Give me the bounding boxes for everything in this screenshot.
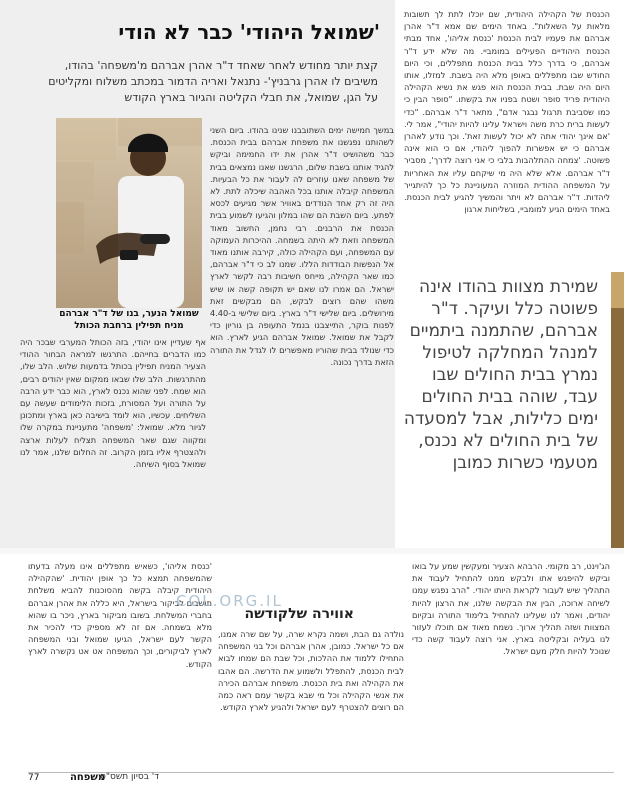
column-top-right: הכנסת של הקהילה היהודית, שם יוכלו לתת לך תשובות מלאות על השאלות". באחד הימים שם אמא ד"ר אהרן אברהם את פעמיו לבית הכנסת 'כנסת אליהו', אחד מבתי הכנסת היהודיים הפעילים במומביי. מה שלא ידע ד"ר אברהם, כי בדרך כלל בבית הכנסת מתפללים, וכי היום החודש שבו מתפללים באופן מלא היה בשבת. למזלו, אותו היום היה שבת. בבית הכנסת הוא פגש את נשיא הקהילה היהודית פריד סופר ושטח בפניו את בקשתו. "סופר הבין כי כמו שסביבת תרגול נבגר אדם", מתאר ד"ר אברהם. "כדי לעשות ברית כרת משה וישראל עלינו להיות יהודי", אמר לי. 'אם אינך יהודי אתה לא יכול לעשות זאת'. וכך נודע לאהרן אברהם כי יש אפשרות להפוך ליהודי, אם כי הוא אינה פשוטה. 'צמחה ההתלהבות בלבי כי אני רוצה לדרך', מסביר ד"ר אברהם. אלא שלא היה מי שיקחם עליו את האחריות על המשפחה ההודית המוזרה המעוניינת כל כך להיתגייר ליהדות. ד"ר אברהם לא ויתר והמשיך להגיע לבית הכנסת. באחד הימים הגיע למומביי, בשליחות ארגון: [404, 9, 610, 215]
section-divider: [0, 548, 624, 554]
article-photo: [56, 118, 202, 308]
pull-quote-accent-bar: [611, 272, 624, 548]
watermark-text: COL.ORG.IL: [176, 592, 283, 610]
photo-illustration: [56, 118, 202, 308]
column-middle-left: אף שעדיין אינו יהודי, בזה הכותל המערבי שבכר היה כמו הדברים בחייהם. התרגשו למראה הבחור ההודי הצעיר המניח תפילין בכותל בדמעות שלוש. הלב שלו, מהתרגשות. הלב שלו שבאו ממקום שאין יהודים רבים, הוא שמח. לפני שהוא נכנס לארץ, הוא כבר ידע הרבה על התורה ועל המסורת, בזכות הלימודים שעשה עם השליחים. עכשיו, הוא לומד בישיבה כאן בארץ ומתכונן לגיור מלא. שמואל: 'משפחה' מתעניינת במקרה שלו ומקווה שגם שאר המשפחה תצליח לעלות ארצה ולהצטרף אליו בזמן הקרוב. זה החלום שלנו, אמר לנו שמואל בסוף השיחה.: [20, 337, 206, 470]
article-subtitle: קצת יותר מחודש לאחר שאחד ד"ר אהרן אברהם מ'משפחה' בהודו, משיבים לו אהרן גרבניץ'- נתנאל ואריה הדמור במכתב משלוח ומקליטים על הגן, שמואל, את חבלי הקליטה והגיור בארץ הקודש: [48, 59, 378, 104]
photo-tefillin-strap: [140, 234, 170, 244]
photo-caption: שמואל הנער, בנו של ד"ר אברהם מניח תפילין ברחבת הכותל: [59, 309, 199, 331]
pull-quote: שמירת מצוות בהודו אינה פשוטה כלל ועיקר. ד"ר אברהם, שהתמנה ביתמיים למנהל המחלקה לטיפול נמרץ בבית החולים שבו עבד, שוהה בבית החולים ימים כלילות, אבל למסעדה של בית החולים לא נכנס, מטעמי כשרות כמובן: [403, 277, 598, 473]
column-middle-right: במשך חמישה ימים השתובבנו שנינו בהודו. ביום השני לשהותנו נפגשנו את משפחת אברהם בבית הכנסת. כבר משהושיט ד"ר אהרן את ידו החמימה וביקש להגיד אותנו בשבת שלום, הרגשנו שאנו נמצאים בבית של משפחה שאנו עוזרים לה לעבור את כל הבעיות. המשפחה קיבלה אותנו בכל האהבה שיכלה לתת. לא היה זה רק אחד הנודדים באוויר אשר מגיעים לכסא לפתע. ביום השבת הם שהו במלון והגיעו לשמוע בבית הכנסת את הרבנים. רבי נחמן, החשוב מאוד המשפחה וזאת לא היתה בשמחה. ההיכרות העמוקה עם המשפחה, ועם הקהילה כולה, קירבה אותנו מאוד אל הנפשות הבודדות הללו. שמנו לב כי ד"ר אברהם, כמו שאר הקהילה, מייחס חשיבות רבה לקשר לארץ ישראל. הם אמרו לנו שאם יש תקופה קשה או שיש משהו שהם רוצים לבקש, הם מבקשים זאת מירושלים. ביום שלישי ד"ר בארץ. ביום שלישי ב-4.40 לפנות בוקר, התייצבנו בנמל התעופה בן גוריון כדי לקבל את שמואל. שמואל אברהם הגיע לארץ. הוא כדי שנולד בבית שהוריו מאפשרים לו לגדל את התורה הזאת בדרך נכונה.: [210, 125, 394, 367]
column-bottom-1: הג'וינט, רב מקומי. הרבהא הצעיר ומעקשין שמע על בואו וביקש להיפגש אתו ולבקש ממנו להתחיל לעבוד את התהליך שיש לעבור לקראת היותו יהודי. "הרב נפגש עמנו לשיחה ארוכה, הבין את הבקשה שלנו, את הרצון להיות יהודים, ואמר לנו שעלינו להתחיל בלימוד התורה ובקיום המצוות ושזה תהליך ארוך. נשמח מאוד אם תוכלו לעזור לנו בעליה ובקליטה בארץ. אני רוצה לעבוד קשה כדי שנוכל להיות חלק מעם ישראל.: [412, 561, 610, 657]
section-heading: אווירה שלקודשה: [244, 606, 354, 622]
page-number: 77: [28, 773, 40, 783]
article-title: 'שמואל היהודי' כבר לא הודי: [118, 20, 380, 44]
column-bottom-2: נולדה גם הבת, ושמה נקרא שרה, על שם שרה אמנו, אם כל ישראל. כמובן, אהרן אברהם וכל בני המשפחה התחילו ללמוד את ההלכות, וכל שבת הם שמחו לבוא לבית הכנסת, להתפלל ולשמוע את הדרשה. הם אהבו את הקהילה ואת בית הכנסת. משפחת אברהם הכירה את אנשי הקהילה וכל מי שבא בקשר עמם ראה כמה הם רוצים להצטרף לעם ישראל ולהגיע לארץ הקודש.: [218, 629, 404, 713]
column-bottom-3: 'כנסת אליהו', כשאיש מתפללים אינו מעלה בדעתו שהמשפחה תמצא כל כך אופן יהודית. 'שהקהילה היהודית קיבלה בקשה מהסוכנות להביא משלחת תושבים לביקור בישראל, היא כללה את אהרן אברהם בחברי המשלחת. בשובו מביקור בארץ, ניכר בו שהוא מלא בשמחה. אם זה לא מספיק כדי להכיר את הקשר לעם ישראל, הגיעו שמואל ובני המשפחה לארץ לביקורים, וכך המשפחה אט אט נקשרה לארץ הקודש.: [28, 561, 212, 669]
issue-date: ד' בסיון תשס"ס: [100, 772, 160, 782]
magazine-name: משפחה: [70, 772, 106, 783]
photo-tefillin-box: [120, 250, 138, 260]
